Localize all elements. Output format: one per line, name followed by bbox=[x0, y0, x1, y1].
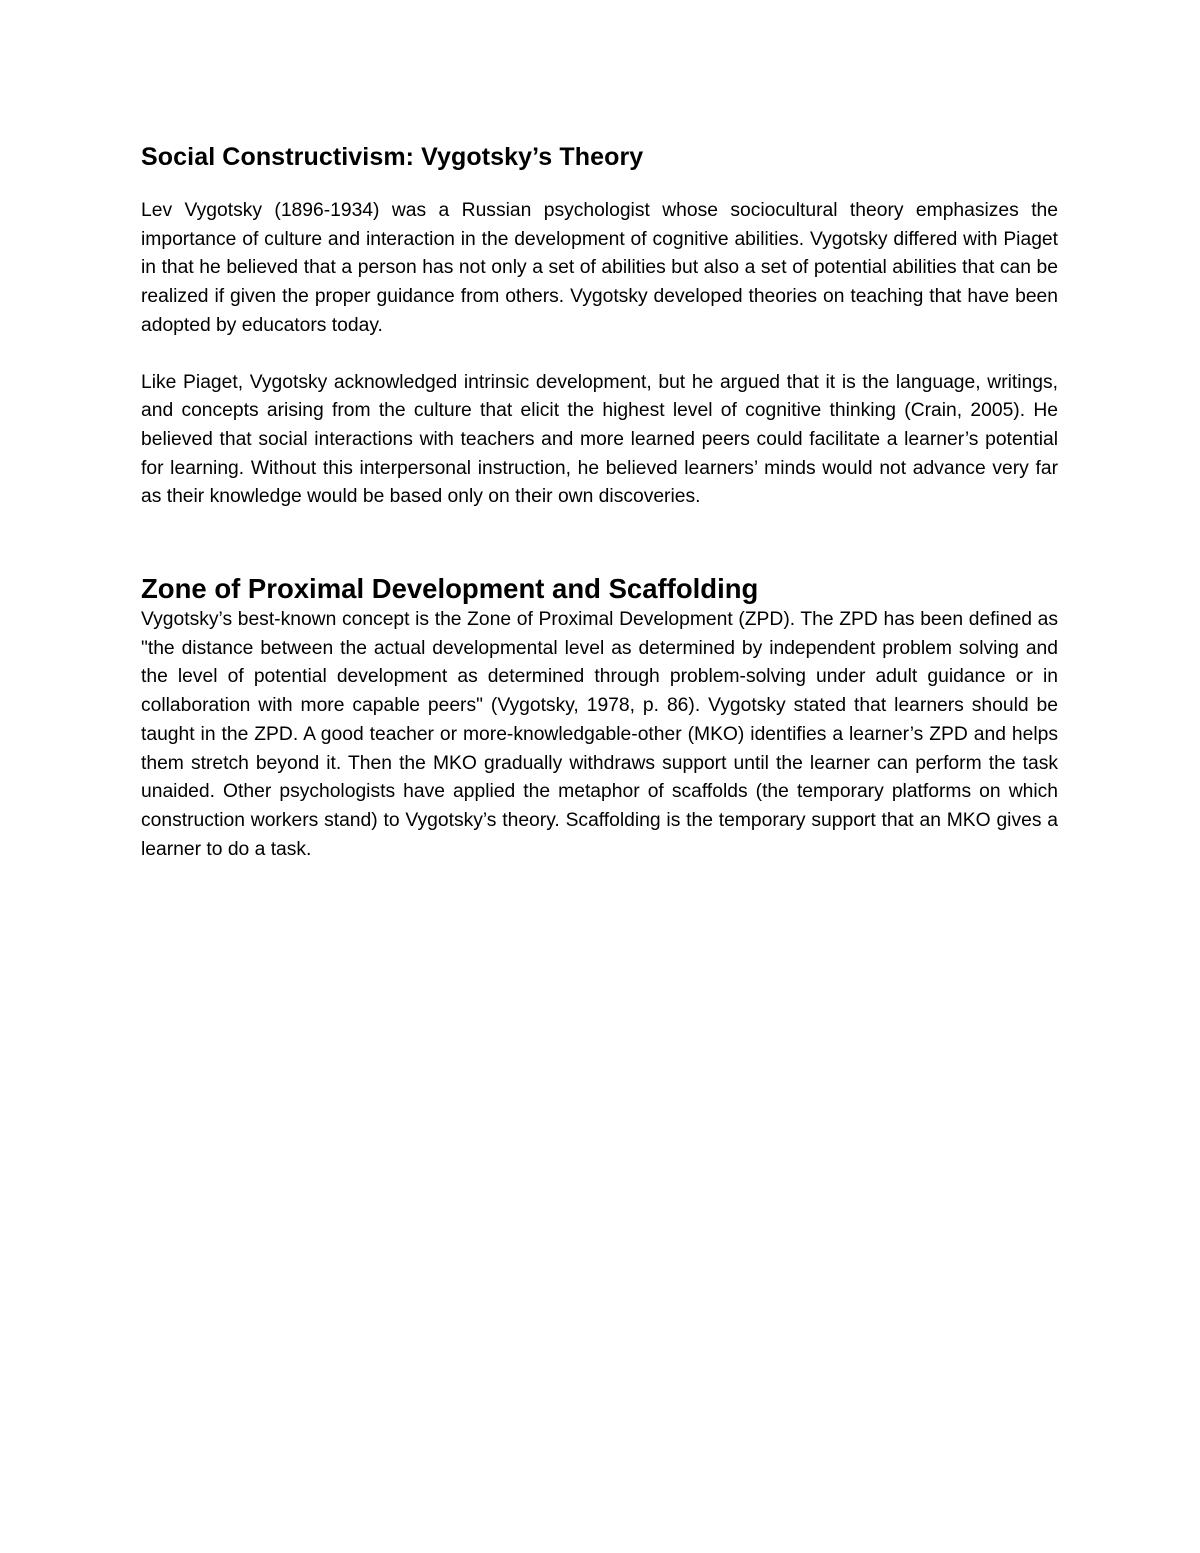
section-title: Zone of Proximal Development and Scaffolding bbox=[141, 573, 759, 605]
section-title: Social Constructivism: Vygotsky’s Theory bbox=[141, 143, 644, 171]
document-page bbox=[141, 140, 1058, 864]
section-zpd-scaffolding bbox=[141, 572, 1058, 864]
paragraph: Vygotsky’s best-known concept is the Zone of Proximal Development (ZPD). The ZPD has been defined as "the distance between the actual developmental level as determined by independent problem solving and the level of potential development as determined through problem-solving under adult guidance or in collaboration with more capable peers" (Vygotsky, 1978, p. 86). Vygotsky stated that learners should be taught in the ZPD. A good teacher or more-knowledgable-other (MKO) identifies a learner’s ZPD and helps them stretch beyond it. Then the MKO gradually withdraws support until the learner can perform the task unaided. Other psychologists have applied the metaphor of scaffolds (the temporary platforms on which construction workers stand) to Vygotsky’s theory. Scaffolding is the temporary support that an MKO gives a learner to do a task. bbox=[141, 609, 1058, 860]
paragraph: Like Piaget, Vygotsky acknowledged intrinsic development, but he argued that it is the language, writings, and concepts arising from the culture that elicit the highest level of cognitive thinking (Crain, 2005). He believed that social interactions with teachers and more learned peers could facilitate a learner’s potential for learning. Without this interpersonal instruction, he believed learners’ minds would not advance very far as their knowledge would be based only on their own discoveries. bbox=[141, 371, 1058, 508]
paragraph: Lev Vygotsky (1896-1934) was a Russian psychologist whose sociocultural theory emphasizes the importance of culture and interaction in the development of cognitive abilities. Vygotsky differed with Piaget in that he believed that a person has not only a set of abilities but also a set of potential abilities that can be realized if given the proper guidance from others. Vygotsky developed theories on teaching that have been adopted by educators today. bbox=[141, 200, 1058, 336]
section-social-constructivism bbox=[141, 140, 1058, 512]
